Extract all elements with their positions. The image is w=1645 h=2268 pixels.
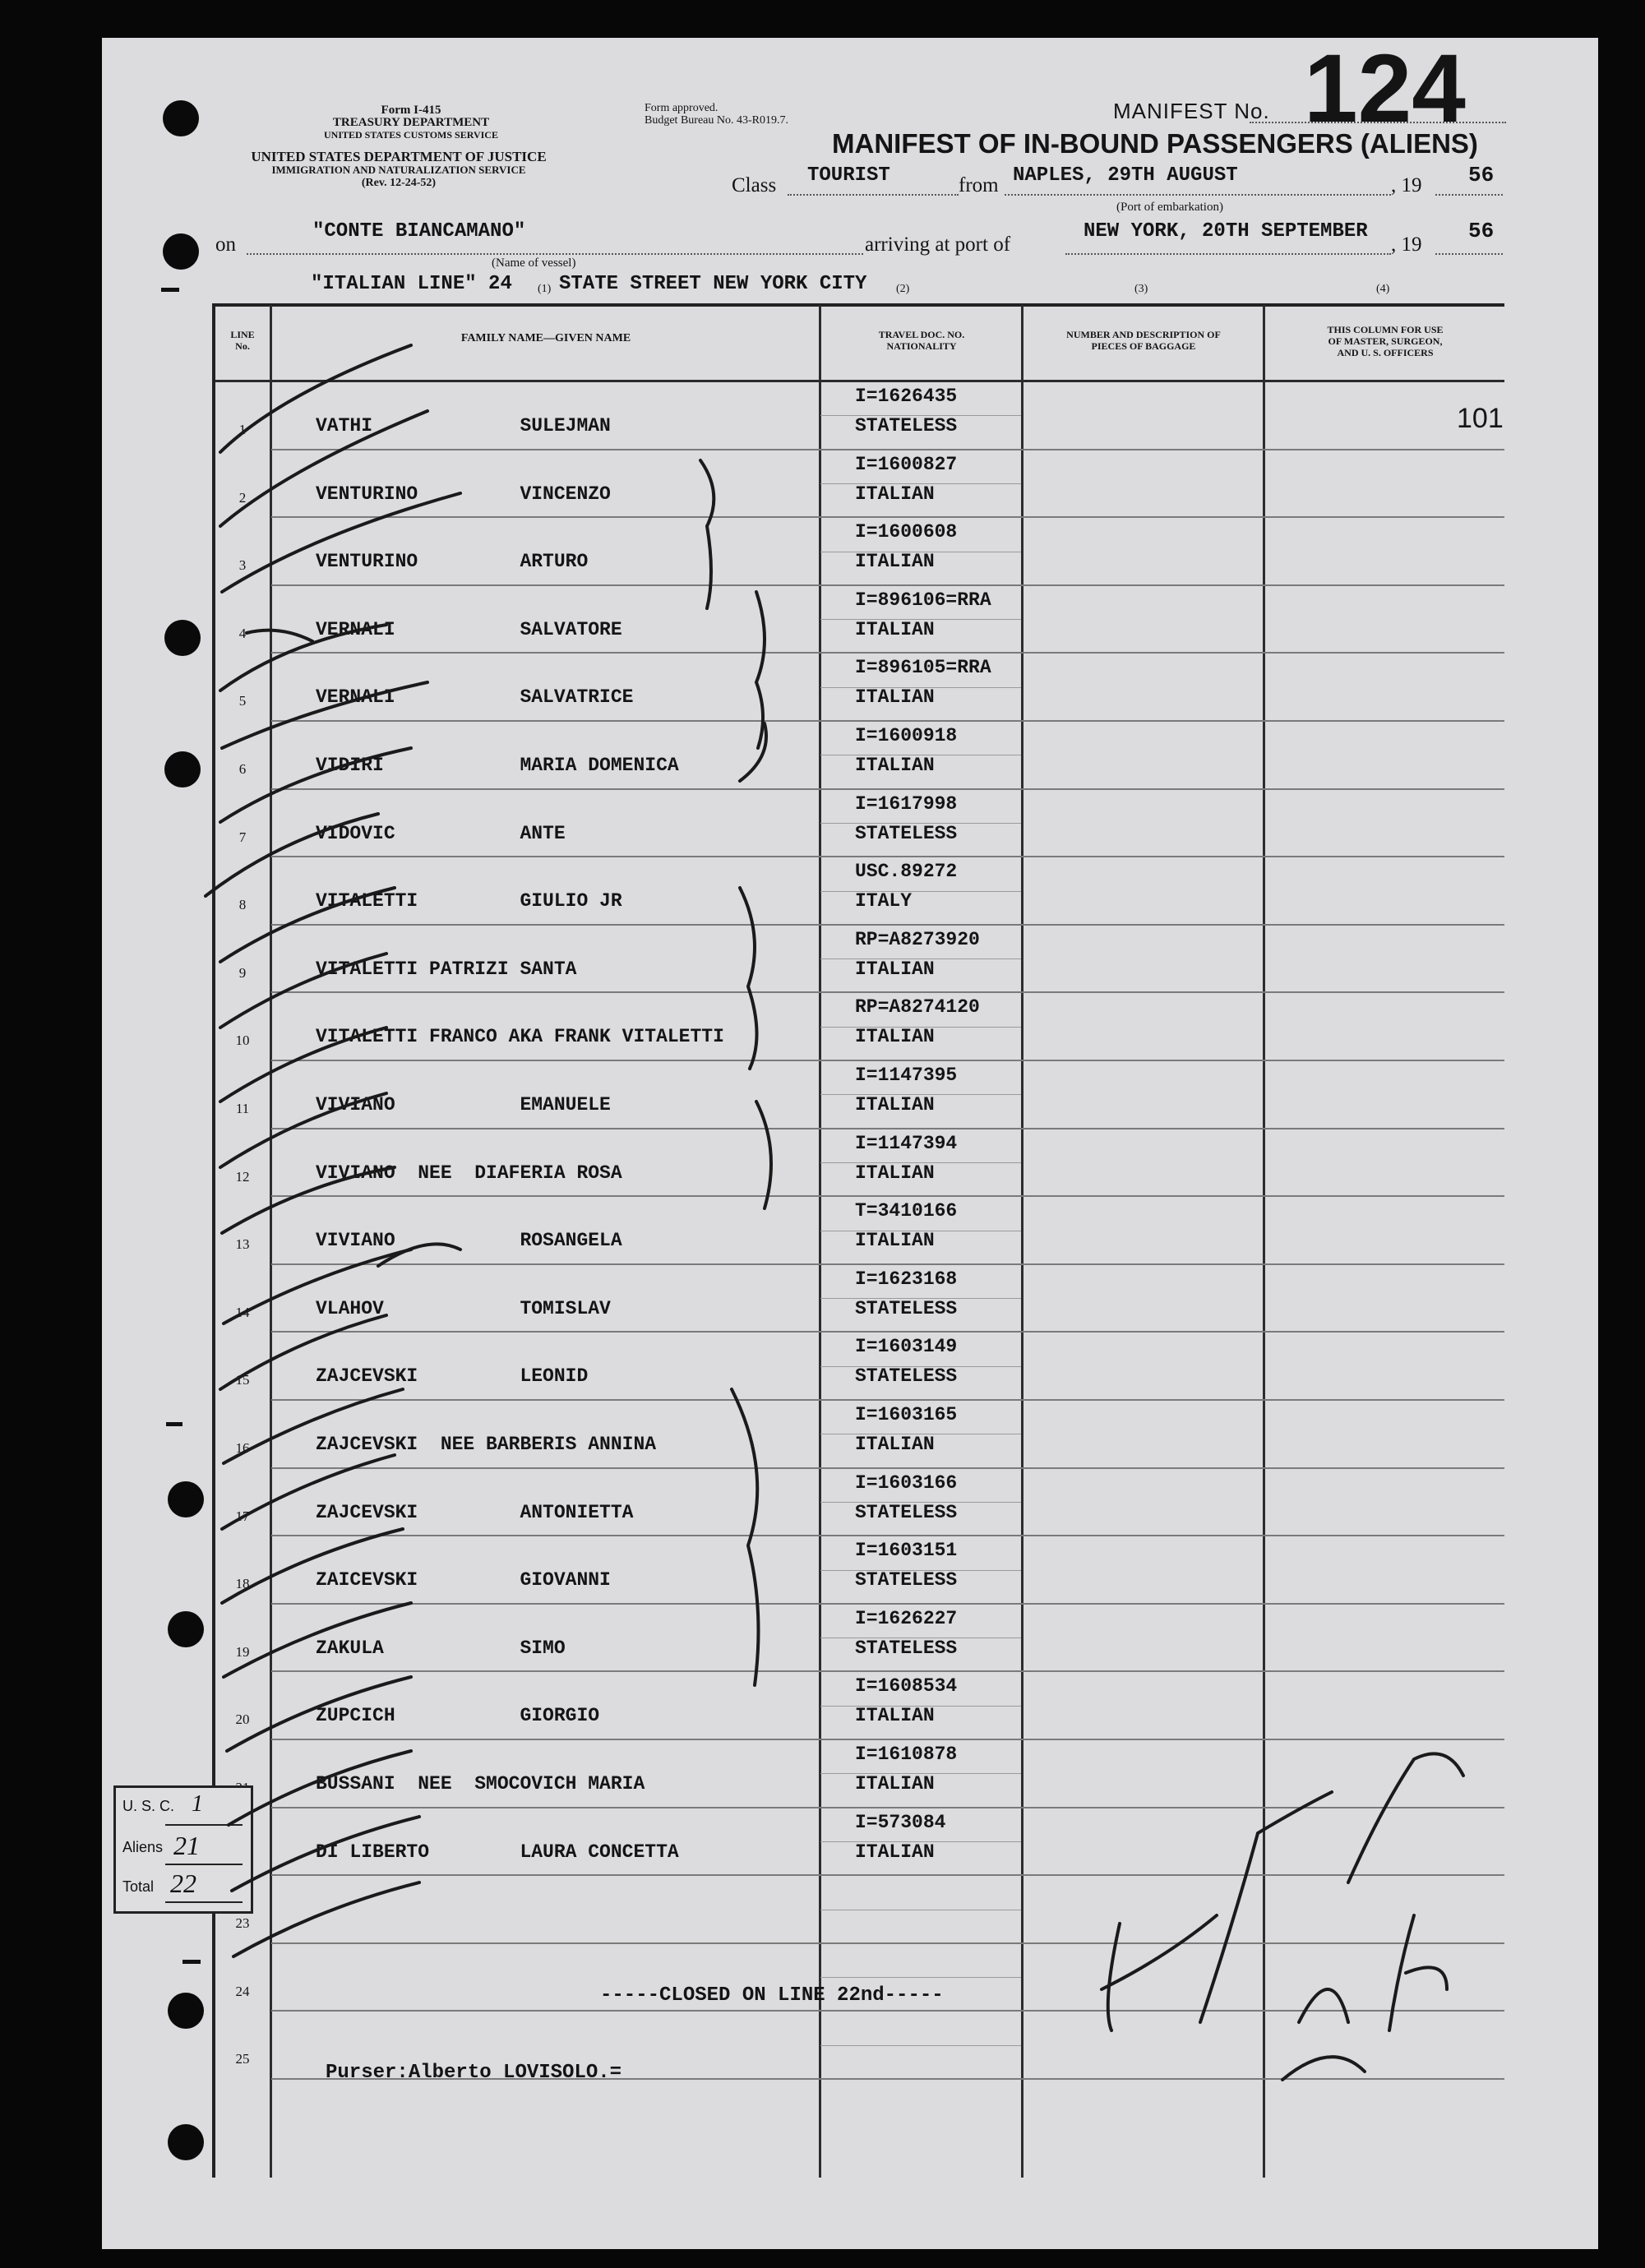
- line-number: 16: [235, 1440, 250, 1456]
- year-prefix: , 19: [1391, 233, 1422, 256]
- passenger-name: VITALETTI FRANCO AKA FRANK VITALETTI: [316, 1026, 724, 1048]
- nationality: ITALIAN: [855, 1162, 935, 1184]
- nationality: ITALIAN: [855, 1026, 935, 1048]
- passenger-name: VLAHOV TOMISLAV: [316, 1297, 611, 1319]
- row-rule: [271, 924, 1504, 926]
- year-value: 56: [1468, 163, 1495, 187]
- nationality: STATELESS: [855, 1569, 958, 1591]
- row-rule: [271, 1331, 1504, 1333]
- line-number: 9: [238, 964, 247, 981]
- nationality: ITALIAN: [855, 483, 935, 505]
- nationality: ITALIAN: [855, 551, 935, 573]
- punch-hole: [164, 620, 201, 656]
- nationality: ITALIAN: [855, 1094, 935, 1116]
- passenger-name: VITALETTI GIULIO JR: [316, 890, 622, 912]
- passenger-name: ZAJCEVSKI ANTONIETTA: [316, 1501, 634, 1523]
- passenger-name: VIVIANO EMANUELE: [316, 1094, 611, 1116]
- punch-hole: [168, 1993, 204, 2029]
- line-number: 14: [235, 1304, 250, 1320]
- travel-doc-number: RP=A8274120: [855, 996, 980, 1019]
- total-label: Total: [122, 1878, 155, 1895]
- punch-hole: [168, 1481, 204, 1517]
- row-rule: [271, 1060, 1504, 1061]
- passenger-name: ZAKULA SIMO: [316, 1637, 566, 1659]
- row-rule: [271, 720, 1504, 722]
- form-approved: Form approved.: [645, 102, 719, 114]
- travel-doc-number: I=1603151: [855, 1540, 958, 1562]
- stamp-rule: [165, 1901, 243, 1903]
- travel-doc-number: I=1608534: [855, 1675, 958, 1698]
- line-number: 5: [238, 693, 247, 709]
- nationality: ITALIAN: [855, 1773, 935, 1795]
- budget-bureau: Budget Bureau No. 43-R019.7.: [645, 114, 788, 127]
- passenger-name: ZAJCEVSKI NEE BARBERIS ANNINA: [316, 1434, 657, 1455]
- travel-doc-number: I=573084: [855, 1811, 946, 1833]
- header-baggage: NUMBER AND DESCRIPTION OF PIECES OF BAGGAGE: [1066, 329, 1221, 352]
- form-number: Form I-415: [381, 104, 441, 117]
- travel-doc-number: I=896105=RRA: [855, 657, 991, 679]
- passenger-name: VENTURINO VINCENZO: [316, 483, 611, 505]
- dotted-rule: [1435, 194, 1503, 196]
- doc-mid-rule: [820, 2045, 1021, 2046]
- row-rule: [271, 516, 1504, 518]
- row-rule: [271, 652, 1504, 654]
- row-rule: [271, 1942, 1504, 1944]
- arriving-label: arriving at port of: [865, 233, 1011, 256]
- year-prefix: , 19: [1391, 174, 1422, 196]
- nationality: STATELESS: [855, 1297, 958, 1319]
- line-address: STATE STREET NEW YORK CITY: [559, 273, 867, 295]
- passenger-name: VIVIANO ROSANGELA: [316, 1230, 622, 1252]
- line-number: 12: [235, 1168, 250, 1185]
- nationality: STATELESS: [855, 822, 958, 844]
- line-number: 10: [235, 1032, 250, 1049]
- travel-doc-number: I=1147395: [855, 1065, 958, 1086]
- stamp-rule: [165, 1824, 243, 1826]
- purser-signature: Purser:Alberto LOVISOLO.=: [326, 2062, 622, 2084]
- arrival-value: NEW YORK, 20TH SEPTEMBER: [1084, 220, 1368, 243]
- usc-label: U. S. C.: [122, 1798, 175, 1814]
- travel-doc-number: I=1626227: [855, 1607, 958, 1629]
- row-rule: [271, 584, 1504, 586]
- nationality: ITALIAN: [855, 618, 935, 640]
- caption-3: (3): [1134, 283, 1148, 295]
- row-rule: [271, 2010, 1504, 2012]
- line-number: 25: [235, 2051, 250, 2067]
- dotted-rule: [1005, 194, 1391, 196]
- caption-2: (2): [896, 283, 910, 295]
- manifest-page: [102, 38, 1598, 2249]
- row-rule: [271, 1467, 1504, 1469]
- line-number: 15: [235, 1372, 250, 1388]
- line-number: 24: [235, 1983, 250, 1999]
- nationality: ITALIAN: [855, 958, 935, 980]
- passenger-name: ZAJCEVSKI LEONID: [316, 1365, 589, 1388]
- travel-doc-number: I=1600608: [855, 521, 958, 543]
- header-travel-doc: TRAVEL DOC. NO. NATIONALITY: [878, 329, 965, 352]
- revision: (Rev. 12-24-52): [361, 177, 437, 189]
- line-number: 4: [238, 625, 247, 641]
- row-rule: [271, 1670, 1504, 1672]
- row-rule: [271, 991, 1504, 993]
- nationality: STATELESS: [855, 1637, 958, 1659]
- travel-doc-number: I=1626435: [855, 386, 958, 407]
- line-number: 1: [238, 422, 247, 437]
- nationality: STATELESS: [855, 415, 958, 437]
- travel-doc-number: I=1147394: [855, 1132, 958, 1154]
- nationality: STATELESS: [855, 1501, 958, 1523]
- nationality: ITALIAN: [855, 755, 935, 776]
- row-rule: [271, 788, 1504, 790]
- row-rule: [271, 1128, 1504, 1129]
- row-rule: [271, 1739, 1504, 1740]
- class-label: Class: [732, 174, 777, 196]
- passenger-name: VATHI SULEJMAN: [316, 415, 611, 437]
- margin-mark: [183, 1960, 201, 1964]
- travel-doc-number: I=1610878: [855, 1744, 958, 1765]
- row-rule: [271, 1263, 1504, 1265]
- nationality: ITALIAN: [855, 1434, 935, 1455]
- line-company: "ITALIAN LINE" 24: [311, 273, 512, 295]
- dotted-rule: [788, 194, 959, 196]
- passenger-name: BUSSANI NEE SMOCOVICH MARIA: [316, 1773, 645, 1795]
- passenger-name: VIVIANO NEE DIAFERIA ROSA: [316, 1162, 622, 1184]
- class-value: TOURIST: [807, 164, 890, 187]
- closed-line-note: -----CLOSED ON LINE 22nd-----: [600, 1984, 944, 2007]
- travel-doc-number: I=1603149: [855, 1336, 958, 1358]
- line-number: 20: [235, 1711, 250, 1728]
- table-top-rule: [212, 303, 1504, 307]
- punch-hole: [164, 751, 201, 788]
- total-value: 22: [170, 1868, 196, 1898]
- customs-service: UNITED STATES CUSTOMS SERVICE: [324, 129, 498, 141]
- header-bottom-rule: [215, 380, 1504, 382]
- line-number: 3: [238, 557, 247, 574]
- passenger-name: VIDOVIC ANTE: [316, 822, 566, 844]
- line-number: 2: [238, 489, 247, 506]
- usc-value: 1: [192, 1791, 203, 1817]
- doc-mid-rule: [820, 891, 1021, 892]
- header-line-no: LINE No.: [230, 329, 255, 352]
- caption-1: (1): [538, 283, 552, 295]
- passenger-name: VENTURINO ARTURO: [316, 551, 589, 573]
- line-number: 17: [235, 1508, 250, 1524]
- nationality: ITALIAN: [855, 686, 935, 709]
- aliens-label: Aliens: [122, 1839, 164, 1855]
- dotted-rule: [247, 253, 863, 255]
- passenger-name: DI LIBERTO LAURA CONCETTA: [316, 1841, 679, 1863]
- travel-doc-number: USC.89272: [855, 861, 958, 883]
- travel-doc-number: I=1600827: [855, 453, 958, 475]
- punch-hole: [168, 2124, 204, 2160]
- line-number: 18: [235, 1576, 250, 1592]
- justice-dept: UNITED STATES DEPARTMENT OF JUSTICE: [251, 149, 547, 164]
- embarkation-value: NAPLES, 29TH AUGUST: [1013, 164, 1238, 187]
- row-rule: [271, 1603, 1504, 1605]
- travel-doc-number: I=1617998: [855, 792, 958, 815]
- aliens-value: 21: [173, 1831, 200, 1860]
- nationality: ITALIAN: [855, 1705, 935, 1727]
- tally-stamp: [113, 1785, 253, 1914]
- line-number: 7: [238, 829, 247, 845]
- row-rule: [271, 1874, 1504, 1876]
- travel-doc-number: T=3410166: [855, 1200, 958, 1222]
- on-label: on: [215, 233, 236, 256]
- punch-hole: [168, 1611, 204, 1647]
- line-number: 13: [235, 1236, 250, 1253]
- nationality: ITALY: [855, 890, 913, 912]
- manifest-number: 124: [1304, 35, 1466, 143]
- doc-mid-rule: [820, 1977, 1021, 1978]
- manifest-title: MANIFEST OF IN-BOUND PASSENGERS (ALIENS): [832, 128, 1478, 159]
- travel-doc-number: RP=A8273920: [855, 928, 980, 950]
- vessel-name: "CONTE BIANCAMANO": [312, 220, 526, 243]
- travel-doc-number: I=1603166: [855, 1471, 958, 1494]
- row-rule: [271, 1535, 1504, 1536]
- punch-hole: [163, 233, 199, 270]
- dotted-rule: [1065, 253, 1391, 255]
- passenger-name: ZAICEVSKI GIOVANNI: [316, 1569, 611, 1591]
- margin-mark: [161, 288, 179, 292]
- travel-doc-number: I=896106=RRA: [855, 589, 991, 611]
- passenger-name: VIDIRI MARIA DOMENICA: [316, 755, 679, 776]
- line-number: 19: [235, 1643, 250, 1660]
- year-value: 56: [1468, 219, 1495, 243]
- officer-note: 101: [1457, 403, 1504, 434]
- from-label: from: [959, 174, 999, 196]
- header-name: FAMILY NAME—GIVEN NAME: [460, 332, 631, 344]
- nationality: ITALIAN: [855, 1841, 935, 1863]
- punch-hole: [163, 100, 199, 136]
- passenger-name: ZUPCICH GIORGIO: [316, 1705, 600, 1727]
- passenger-name: VERNALI SALVATORE: [316, 618, 622, 640]
- treasury-dept: TREASURY DEPARTMENT: [332, 116, 490, 129]
- travel-doc-number: I=1603165: [855, 1404, 958, 1425]
- row-rule: [271, 1195, 1504, 1197]
- travel-doc-number: I=1600918: [855, 725, 958, 746]
- line-number: 23: [235, 1915, 250, 1932]
- row-rule: [271, 449, 1504, 450]
- line-number: 8: [238, 897, 247, 913]
- line-number: 11: [235, 1101, 250, 1116]
- vessel-caption: (Name of vessel): [492, 256, 576, 270]
- immigration-service: IMMIGRATION AND NATURALIZATION SERVICE: [271, 164, 526, 176]
- row-rule: [271, 1399, 1504, 1401]
- header-officers: THIS COLUMN FOR USE OF MASTER, SURGEON, AND U. S. OFFICERS: [1327, 324, 1444, 358]
- travel-doc-number: I=1623168: [855, 1268, 958, 1290]
- row-rule: [271, 1807, 1504, 1808]
- dotted-rule: [1435, 253, 1503, 255]
- embarkation-caption: (Port of embarkation): [1116, 201, 1223, 214]
- caption-4: (4): [1376, 283, 1390, 295]
- passenger-name: VITALETTI PATRIZI SANTA: [316, 958, 577, 980]
- stamp-rule: [165, 1864, 243, 1865]
- line-number: 6: [238, 761, 247, 777]
- passenger-name: VERNALI SALVATRICE: [316, 686, 634, 709]
- row-rule: [271, 856, 1504, 857]
- nationality: STATELESS: [855, 1365, 958, 1388]
- margin-mark: [166, 1422, 183, 1426]
- nationality: ITALIAN: [855, 1230, 935, 1252]
- manifest-label: MANIFEST No.: [1113, 99, 1270, 123]
